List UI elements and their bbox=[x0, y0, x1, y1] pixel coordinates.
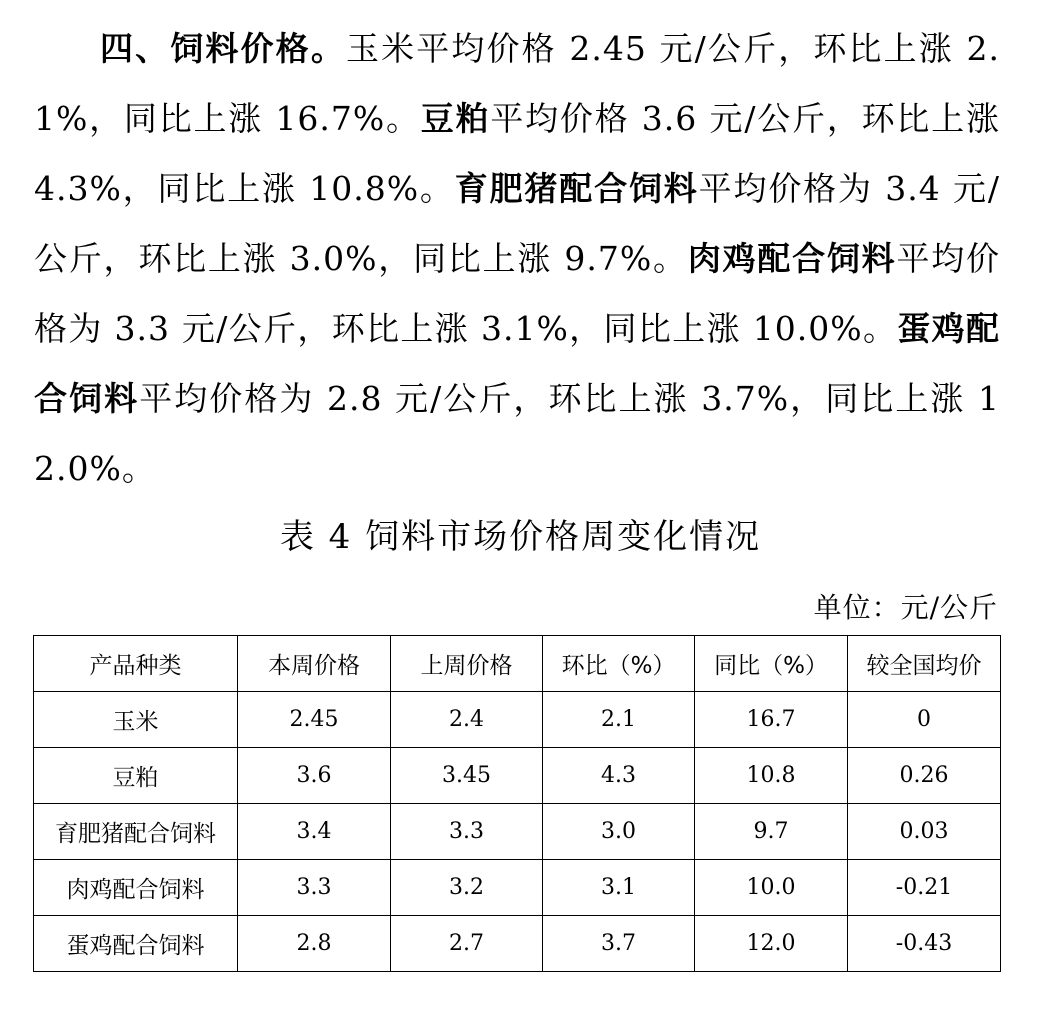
table-cell: 蛋鸡配合饲料 bbox=[34, 916, 238, 972]
table-cell: 2.45 bbox=[238, 692, 391, 748]
table-cell: 2.7 bbox=[391, 916, 543, 972]
table-cell: 育肥猪配合饲料 bbox=[34, 804, 238, 860]
table-cell: 玉米 bbox=[34, 692, 238, 748]
layer-feed-sentence: 平均价格为 2.8 元/公斤，环比上涨 3.7%，同比上涨 12.0%。 bbox=[34, 379, 1000, 488]
table-row bbox=[34, 748, 1001, 804]
table-cell: 4.3 bbox=[543, 748, 695, 804]
table-cell: 12.0 bbox=[695, 916, 848, 972]
table-cell: 3.1 bbox=[543, 860, 695, 916]
header-cell: 上周价格 bbox=[391, 636, 543, 692]
table-cell: 3.3 bbox=[391, 804, 543, 860]
table-cell: 3.0 bbox=[543, 804, 695, 860]
header-cell: 较全国均价 bbox=[848, 636, 1001, 692]
corn-sentence: 玉米平均价格 2.45 元/公斤，环比上涨 2.1%，同比上涨 16.7%。 bbox=[34, 29, 1000, 138]
table-row bbox=[34, 804, 1001, 860]
table-header-row bbox=[34, 636, 1001, 692]
table-cell: 肉鸡配合饲料 bbox=[34, 860, 238, 916]
soymeal-label: 豆粕 bbox=[420, 99, 491, 138]
table-cell: 3.4 bbox=[238, 804, 391, 860]
header-cell: 环比（%） bbox=[543, 636, 695, 692]
table-row bbox=[34, 916, 1001, 972]
feed-price-table bbox=[33, 635, 1001, 972]
table-cell: 0.26 bbox=[848, 748, 1001, 804]
table-cell: 9.7 bbox=[695, 804, 848, 860]
layer-feed-label: 蛋鸡配合饲料 bbox=[34, 309, 1000, 418]
table-cell: 3.7 bbox=[543, 916, 695, 972]
broiler-feed-sentence: 平均价格为 3.3 元/公斤，环比上涨 3.1%，同比上涨 10.0%。 bbox=[34, 239, 1001, 348]
table-cell: 2.4 bbox=[391, 692, 543, 748]
unit-label: 单位：元/公斤 bbox=[813, 591, 998, 624]
table-cell: 3.3 bbox=[238, 860, 391, 916]
header-cell: 产品种类 bbox=[34, 636, 238, 692]
table-cell: 0 bbox=[848, 692, 1001, 748]
table-cell: 3.45 bbox=[391, 748, 543, 804]
broiler-feed-label: 肉鸡配合饲料 bbox=[687, 239, 897, 278]
section-heading: 四、饲料价格。 bbox=[100, 29, 346, 68]
header-cell: 本周价格 bbox=[238, 636, 391, 692]
table-cell: 10.0 bbox=[695, 860, 848, 916]
table-cell: 16.7 bbox=[695, 692, 848, 748]
header-cell: 同比（%） bbox=[695, 636, 848, 692]
table-cell: 3.2 bbox=[391, 860, 543, 916]
feed-price-paragraph bbox=[34, 14, 1000, 504]
pig-feed-label: 育肥猪配合饲料 bbox=[454, 169, 699, 208]
table-cell: 2.1 bbox=[543, 692, 695, 748]
table-cell: 豆粕 bbox=[34, 748, 238, 804]
table-cell: -0.21 bbox=[848, 860, 1001, 916]
table-row bbox=[34, 692, 1001, 748]
soymeal-sentence: 平均价格 3.6 元/公斤，环比上涨 4.3%，同比上涨 10.8%。 bbox=[34, 99, 1000, 208]
table-cell: 10.8 bbox=[695, 748, 848, 804]
table-cell: 3.6 bbox=[238, 748, 391, 804]
table-row bbox=[34, 860, 1001, 916]
table-title: 表 4 饲料市场价格周变化情况 bbox=[279, 517, 762, 557]
table-cell: 2.8 bbox=[238, 916, 391, 972]
table-cell: 0.03 bbox=[848, 804, 1001, 860]
pig-feed-sentence: 平均价格为 3.4 元/公斤，环比上涨 3.0%，同比上涨 9.7%。 bbox=[34, 169, 1000, 278]
table-cell: -0.43 bbox=[848, 916, 1001, 972]
